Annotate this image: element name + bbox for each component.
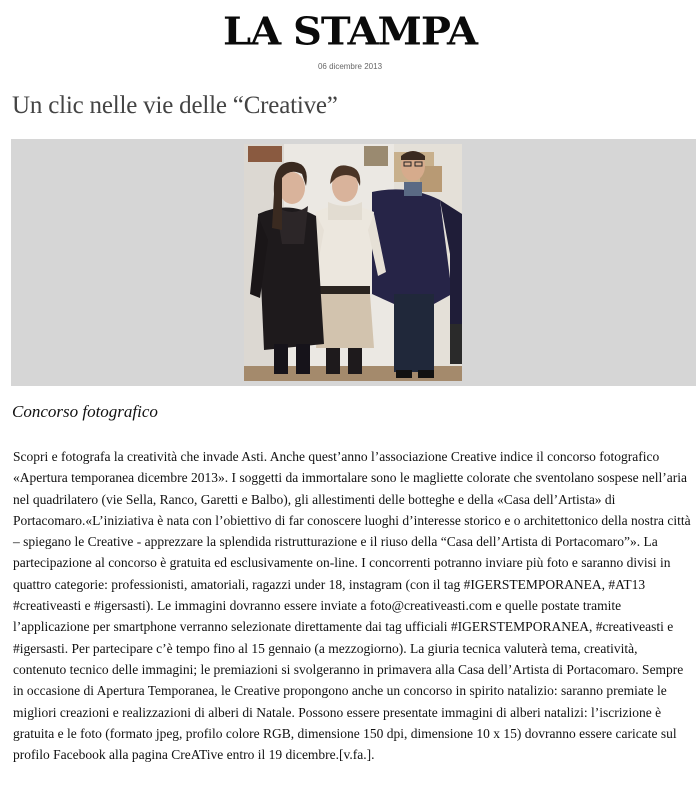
publication-date: 06 dicembre 2013 <box>317 62 383 71</box>
section-title: Concorso fotografico <box>12 402 158 421</box>
masthead <box>0 8 700 56</box>
article-headline: Un clic nelle vie delle “Creative” <box>12 92 338 119</box>
article-photo-band <box>11 139 696 386</box>
article-body: Scopri e fotografa la creatività che invade Asti. Anche quest’anno l’associazione Creative indice il concorso fotografico «Apertura temporanea dicembre 2013». I soggetti da immortalare sono le magliette colorate che sventolano sospese nell’aria nel quadrilatero (vie Sella, Ranco, Garetti e Balbo), gli allestimenti delle botteghe e della «Casa dell’Artista» di Portacomaro.«L’iniziativa è nata con l’obiettivo di far conoscere luoghi d’interesse storico e o architettonico della nostra città – spiegano le Creative - apprezzare la splendida ristrutturazione e il riuso della “Casa dell’Artista di Portacomaro”». La partecipazione al concorso è gratuita ed esclusivamente on-line. I concorrenti potranno inviare più foto e saranno divisi in quattro categorie: professionisti, amatoriali, ragazzi under 18, instagram (con il tag #IGERSTEMPORANEA, #AT13 #creativeasti e #igersasti). Le immagini dovranno essere inviate a foto@creativeasti.com e quelle postate tramite l’applicazione per smartphone verranno selezionate direttamente dai tag ufficiali #IGERSTEMPORANEA, #creativeasti e #igersasti. Per partecipare c’è tempo fino al 15 gennaio (a mezzogiorno). La giuria tecnica valuterà tema, creatività, contenuto tecnico delle immagini; le premiazioni si svolgeranno in primavera alla Casa dell’Artista di Portacomaro. Sempre in occasione di Apertura Temporanea, le Creative propongono anche un concorso in spirito natalizio: saranno premiate le migliori creazioni e realizzazioni di alberi di Natale. Possono essere presentate immagini di alberi natalizi: l’iscrizione è gratuita e le foto (formato jpeg, profilo colore RGB, dimensione 150 dpi, dimensione 10 x 15) dovranno essere caricate sul profilo Facebook alla pagina CreATive entro il 19 dicembre.[v.fa.]. <box>13 449 691 763</box>
group-photo-icon <box>244 144 462 381</box>
newspaper-logo[interactable]: LA STAMPA <box>222 9 478 54</box>
